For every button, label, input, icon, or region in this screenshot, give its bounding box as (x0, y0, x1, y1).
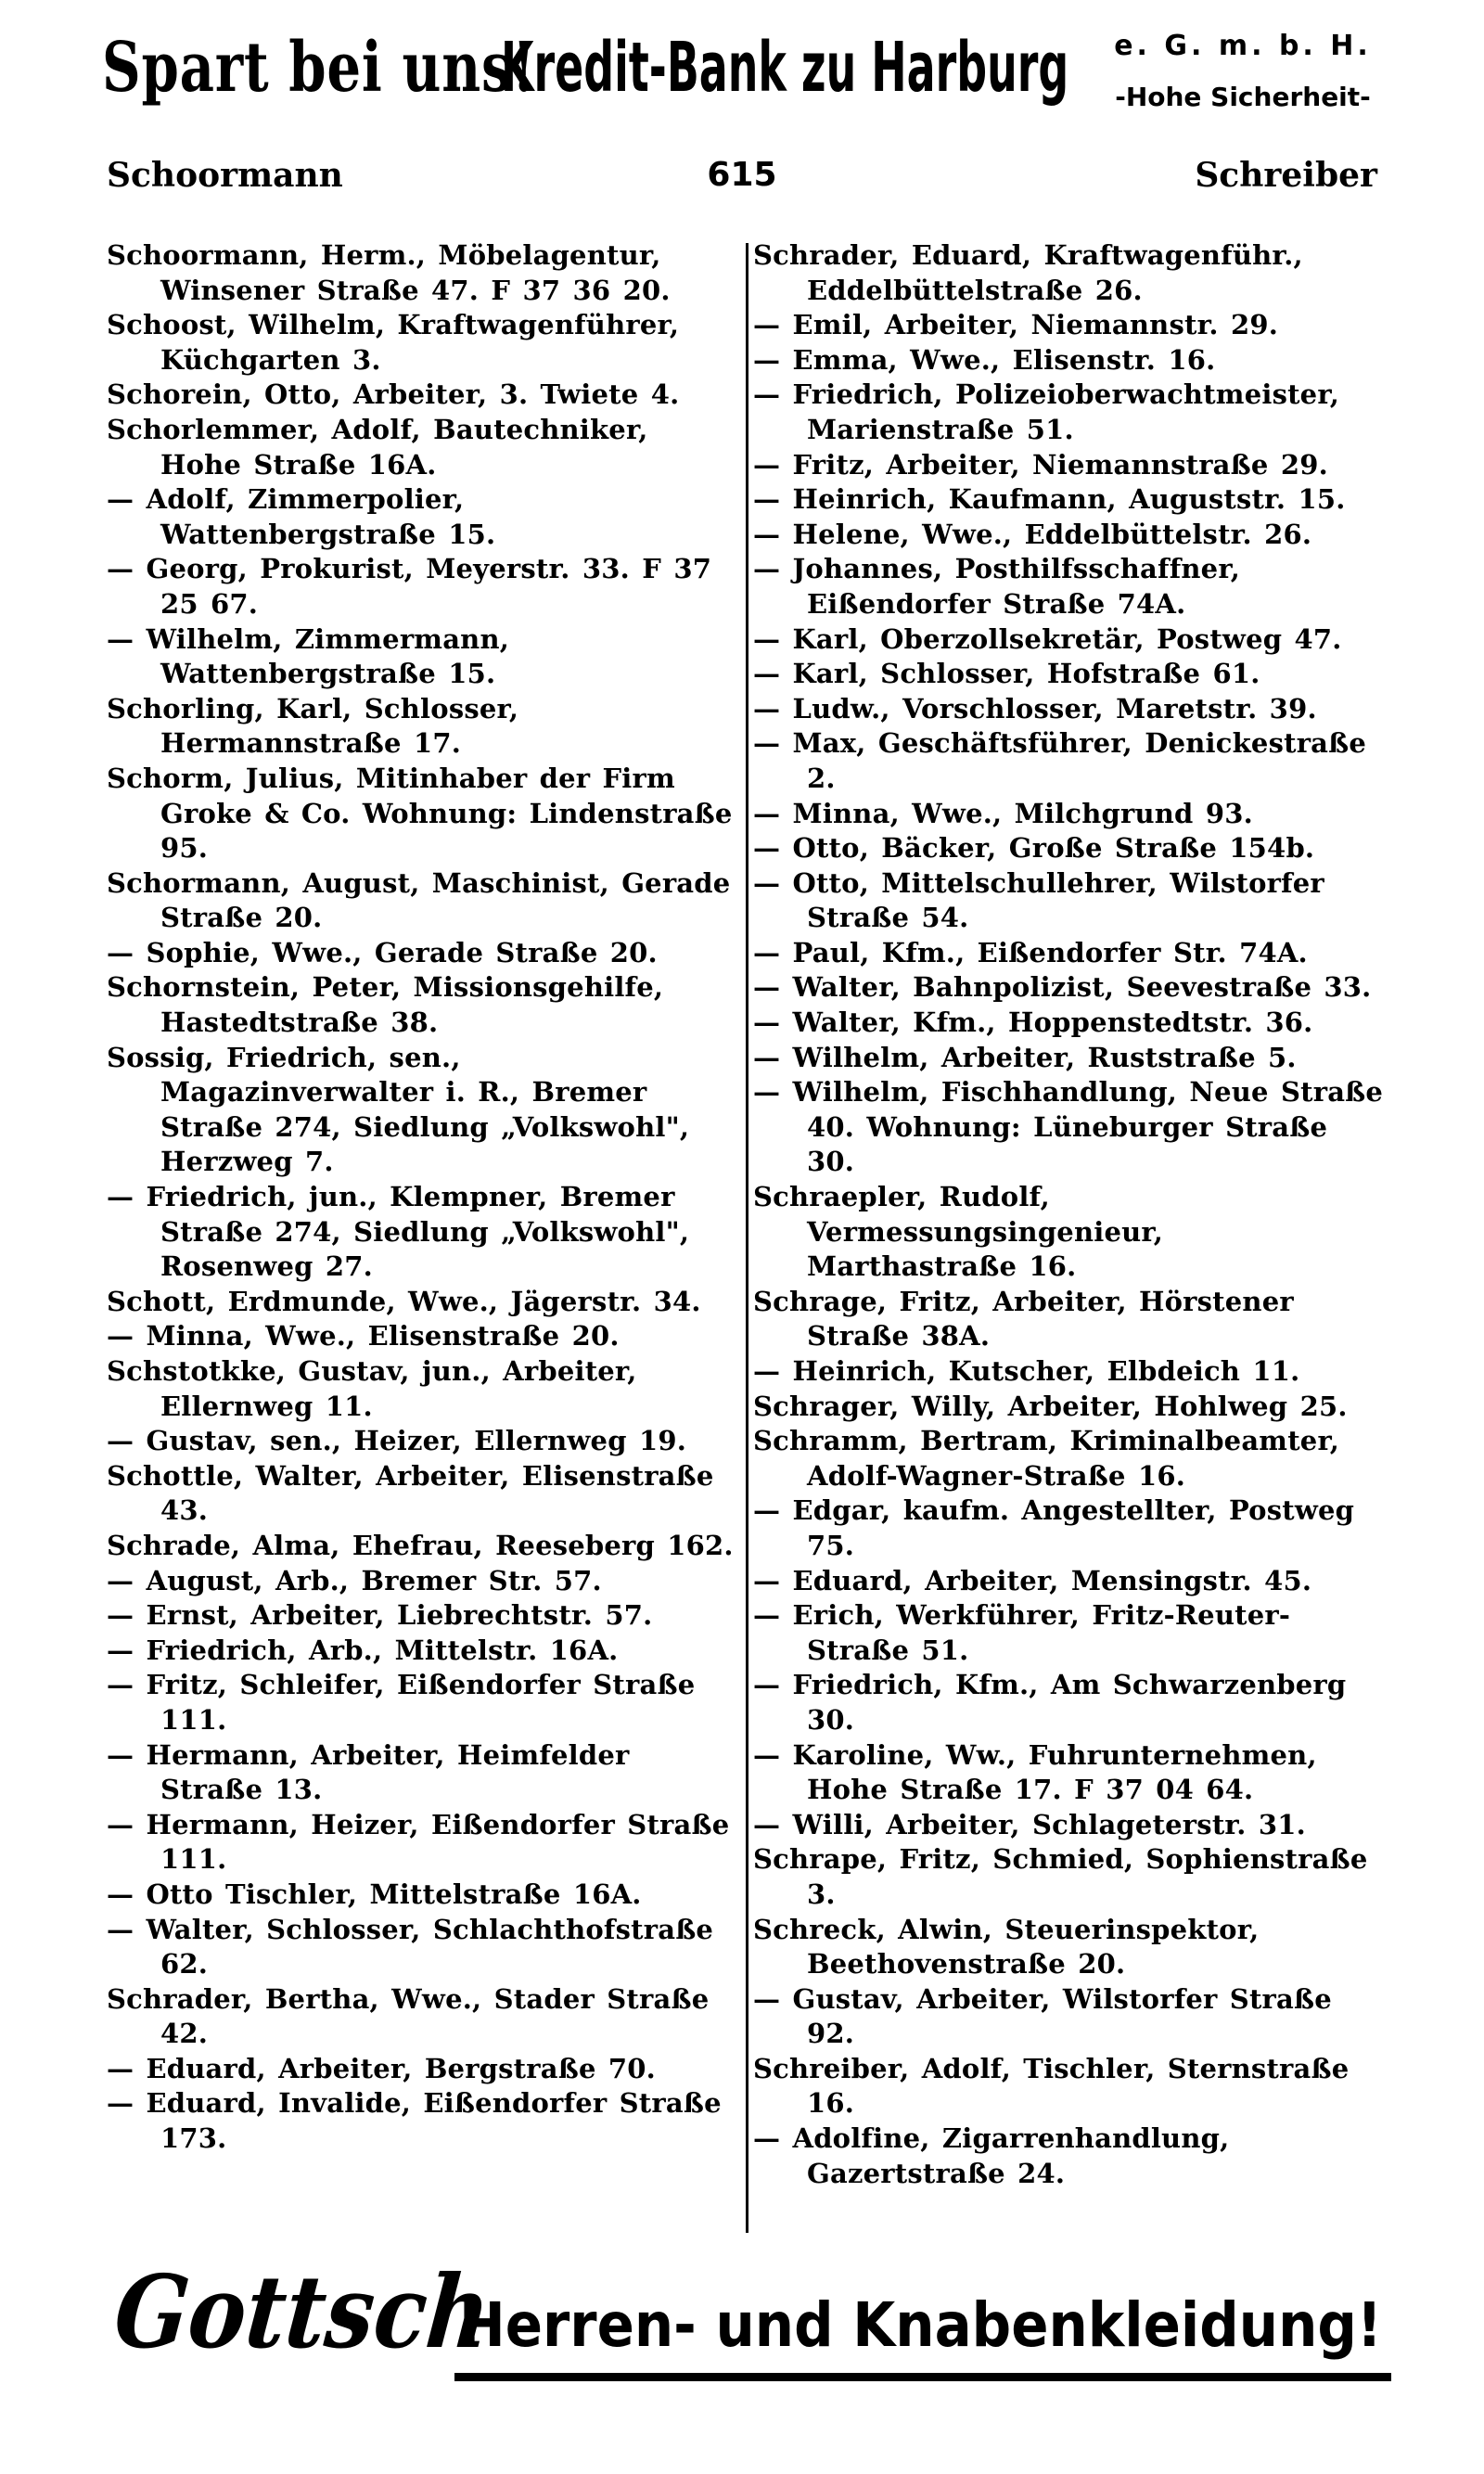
directory-entry: — Wilhelm, Fischhandlung, Neue Straße 40. Wohnung: Lüneburger Straße 30. (753, 1076, 1384, 1178)
directory-entry: — Helene, Wwe., Eddelbüttelstr. 26. (753, 518, 1312, 550)
directory-entry: — Karl, Schlosser, Hofstraße 61. (753, 658, 1260, 690)
directory-entry: — Gustav, Arbeiter, Wilstorfer Straße 92. (753, 1982, 1332, 2050)
directory-entry: Schreiber, Adolf, Tischler, Sternstraße 16. (753, 2052, 1350, 2120)
directory-entry: — Karoline, Ww., Fuhrunternehmen, Hohe Straße 17. F 37 04 64. (753, 1738, 1317, 1806)
directory-entry: Schrager, Willy, Arbeiter, Hohlweg 25. (753, 1390, 1348, 1422)
directory-entry: — Emil, Arbeiter, Niemannstr. 29. (753, 309, 1279, 341)
ad-underline (454, 2373, 1391, 2381)
directory-entry: Schstotkke, Gustav, jun., Arbeiter, Ellernweg 11. (107, 1355, 637, 1422)
directory-entry: Schottle, Walter, Arbeiter, Elisenstraße 43. (107, 1459, 714, 1527)
directory-entry: — Minna, Wwe., Milchgrund 93. (753, 797, 1253, 829)
directory-entry: — Eduard, Arbeiter, Bergstraße 70. (107, 2052, 656, 2084)
directory-entry: Schorling, Karl, Schlosser, Hermannstraße 17. (107, 692, 519, 760)
directory-entry: — Otto, Bäcker, Große Straße 154b. (753, 832, 1315, 865)
directory-entry: — Wilhelm, Arbeiter, Ruststraße 5. (753, 1041, 1297, 1073)
directory-entry: Schorm, Julius, Mitinhaber der Firm Groke & Co. Wohnung: Lindenstraße 95. (107, 762, 733, 865)
directory-entry: — Walter, Bahnpolizist, Seevestraße 33. (753, 971, 1372, 1004)
directory-entry: — Friedrich, Kfm., Am Schwarzenberg 30. (753, 1669, 1347, 1736)
page-number: 615 (707, 156, 777, 194)
ad-legal-form: e. G. m. b. H. (1114, 30, 1372, 62)
ad-bank-name: Kredit-Bank zu Harburg (501, 28, 1069, 108)
directory-entry: — Paul, Kfm., Eißendorfer Str. 74A. (753, 936, 1308, 968)
directory-entry: Schott, Erdmunde, Wwe., Jägerstr. 34. (107, 1285, 701, 1317)
directory-entry: — Friedrich, Polizeioberwachtmeister, Marienstraße 51. (753, 378, 1340, 445)
directory-entry: — Wilhelm, Zimmermann, Wattenbergstraße 15. (107, 622, 510, 690)
column-divider (746, 243, 748, 2233)
directory-entry: — Minna, Wwe., Elisenstraße 20. (107, 1320, 620, 1352)
bottom-advertisement (109, 2254, 1401, 2403)
directory-entry: — Sophie, Wwe., Gerade Straße 20. (107, 936, 658, 968)
directory-entry: — Johannes, Posthilfsschaffner, Eißendorfer Straße 74A. (753, 553, 1240, 620)
directory-entry: Schraepler, Rudolf, Vermessungsingenieur, Marthastraße 16. (753, 1181, 1164, 1283)
directory-entry: Schreck, Alwin, Steuerinspektor, Beethovenstraße 20. (753, 1913, 1260, 1980)
directory-entry: Sossig, Friedrich, sen., Magazinverwalter i. R., Bremer Straße 274, Siedlung „Volkswohl", Herzweg 7. (107, 1041, 690, 1178)
directory-entry: Schrage, Fritz, Arbeiter, Hörstener Straße 38A. (753, 1285, 1294, 1352)
right-column (753, 238, 1384, 2191)
directory-entry: — Fritz, Schleifer, Eißendorfer Straße 111. (107, 1669, 696, 1736)
directory-entry: — Hermann, Heizer, Eißendorfer Straße 111. (107, 1808, 730, 1876)
directory-entry: — Willi, Arbeiter, Schlageterstr. 31. (753, 1808, 1306, 1840)
left-column (107, 238, 737, 2157)
directory-entry: Schormann, August, Maschinist, Gerade Straße 20. (107, 866, 731, 934)
directory-entry: — Gustav, sen., Heizer, Ellernweg 19. (107, 1425, 687, 1457)
directory-entry: — Georg, Prokurist, Meyerstr. 33. F 37 25 67. (107, 553, 712, 620)
header-first-name: Schoormann (107, 156, 343, 195)
directory-entry: Schrader, Bertha, Wwe., Stader Straße 42. (107, 1982, 710, 2050)
directory-entry: — Adolfine, Zigarrenhandlung, Gazertstraße 24. (753, 2122, 1230, 2189)
directory-entry: — Eduard, Arbeiter, Mensingstr. 45. (753, 1564, 1312, 1596)
directory-entry: — Hermann, Arbeiter, Heimfelder Straße 13. (107, 1738, 630, 1806)
directory-entry: Schrader, Eduard, Kraftwagenführ., Eddelbüttelstraße 26. (753, 239, 1303, 306)
directory-entry: — Heinrich, Kaufmann, Auguststr. 15. (753, 483, 1346, 516)
ad-bottom-slogan: Herren- und Knabenkleidung! (459, 2289, 1382, 2361)
directory-entry: Schoormann, Herm., Möbelagentur, Winsener Straße 47. F 37 36 20. (107, 239, 671, 306)
ad-slogan: Spart bei uns! (102, 28, 537, 108)
directory-entry: Schorlemmer, Adolf, Bautechniker, Hohe Straße 16A. (107, 413, 648, 481)
directory-entry: — Heinrich, Kutscher, Elbdeich 11. (753, 1355, 1300, 1387)
directory-entry: Schrape, Fritz, Schmied, Sophienstraße 3. (753, 1843, 1368, 1910)
directory-entry: — Otto, Mittelschullehrer, Wilstorfer Straße 54. (753, 866, 1324, 934)
ad-brand-logo: Gottsch (109, 2254, 495, 2371)
directory-entry: — August, Arb., Bremer Str. 57. (107, 1564, 602, 1596)
header-last-name: Schreiber (1195, 156, 1377, 195)
directory-entry: — Otto Tischler, Mittelstraße 16A. (107, 1878, 642, 1910)
directory-entry: — Adolf, Zimmerpolier, Wattenbergstraße 15. (107, 483, 496, 550)
directory-entry: Schoost, Wilhelm, Kraftwagenführer, Küchgarten 3. (107, 309, 680, 376)
running-header (107, 156, 1377, 202)
directory-entry: — Karl, Oberzollsekretär, Postweg 47. (753, 622, 1342, 655)
directory-entry: Schornstein, Peter, Missionsgehilfe, Hastedtstraße 38. (107, 971, 664, 1039)
directory-entry: — Ludw., Vorschlosser, Maretstr. 39. (753, 692, 1317, 724)
directory-entry: — Friedrich, jun., Klempner, Bremer Straße 274, Siedlung „Volkswohl", Rosenweg 27. (107, 1181, 690, 1283)
directory-entry: Schorein, Otto, Arbeiter, 3. Twiete 4. (107, 378, 680, 411)
directory-entry: — Max, Geschäftsführer, Denickestraße 2. (753, 727, 1367, 794)
directory-entry: — Fritz, Arbeiter, Niemannstraße 29. (753, 448, 1328, 481)
top-advertisement (102, 20, 1382, 141)
directory-entry: Schrade, Alma, Ehefrau, Reeseberg 162. (107, 1529, 734, 1561)
directory-entry: — Edgar, kaufm. Angestellter, Postweg 75. (753, 1494, 1355, 1561)
ad-security-note: -Hohe Sicherheit- (1115, 82, 1371, 112)
directory-entry: — Walter, Kfm., Hoppenstedtstr. 36. (753, 1006, 1313, 1039)
directory-entry: — Friedrich, Arb., Mittelstr. 16A. (107, 1634, 619, 1666)
directory-entry: — Walter, Schlosser, Schlachthofstraße 62. (107, 1913, 714, 1980)
directory-entry: — Erich, Werkführer, Fritz-Reuter-Straße 51. (753, 1599, 1291, 1666)
directory-entry: — Emma, Wwe., Elisenstr. 16. (753, 343, 1216, 376)
directory-entry: — Eduard, Invalide, Eißendorfer Straße 173. (107, 2087, 722, 2155)
directory-entry: — Ernst, Arbeiter, Liebrechtstr. 57. (107, 1599, 653, 1632)
directory-entry: Schramm, Bertram, Kriminalbeamter, Adolf-Wagner-Straße 16. (753, 1425, 1340, 1492)
